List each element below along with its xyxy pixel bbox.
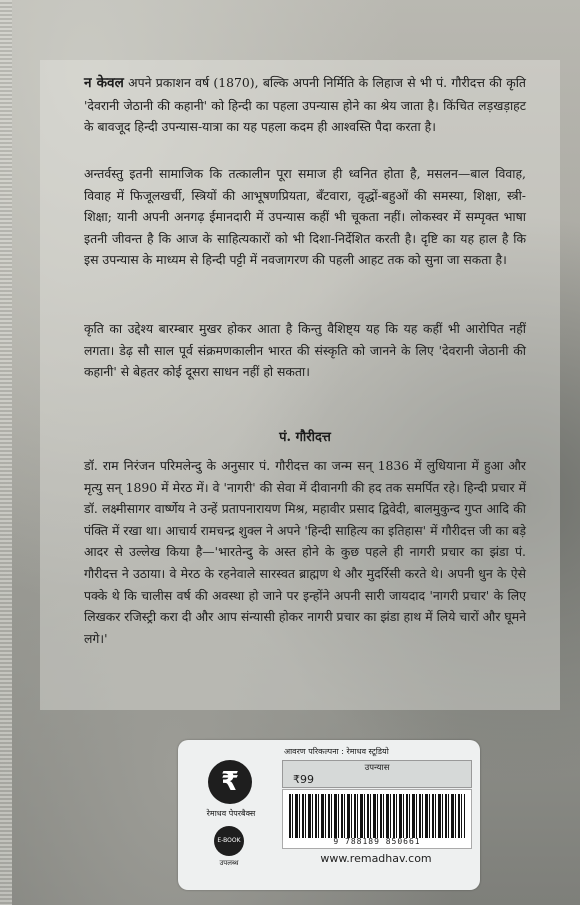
author-bio-text: डॉ. राम निरंजन परिमलेन्दु के अनुसार पं. गौरीदत्त का जन्म सन् 1836 में लुधियाना में हुआ और मृत्यु सन् 1890 में मेरठ में। वे 'नागरी' की सेवा में दीवानगी की हद तक समर्पित रहे। हिन्दी प्रचार में डॉ. लक्ष्मीसागर वार्ष्णेय ने उन्हें प्रतापनारायण मिश्र, महावीर प्रसाद द्विवेदी, बालमुकुन्द गुप्त आदि की पंक्ति में रखा था। आचार्य रामचन्द्र शुक्ल ने अपने 'हिन्दी साहित्य का इतिहास' में गौरीदत्त जी का बड़े आदर से उल्लेख किया है—'भारतेन्दु के अस्त होने के कुछ पहले ही नागरी प्रचार का झंडा पं. गौरीदत्त ने उठाया। वे मेरठ के रहनेवाले सारस्वत ब्राह्मण थे और मुदर्रिसी करते थे। अपनी धुन के ऐसे पक्के थे कि चालीस वर्ष की अवस्था हो जाने पर इन्होंने अपनी सारी जायदाद 'नागरी प्रचार' के लिए लिखकर रजिस्ट्री करा दी और आप संन्यासी होकर नागरी प्रचार का झंडा हाथ में लिये चारों और घूमने लगे।' bbox=[84, 458, 526, 646]
intro-paragraph-1 bbox=[84, 72, 526, 138]
publisher-logo-icon: ₹ bbox=[208, 760, 252, 804]
intro-p2-text: अन्तर्वस्तु इतनी सामाजिक कि तत्कालीन पूरा समाज ही ध्वनित होता है, मसलन—बाल विवाह, विवाह में फिजूलखर्ची, स्त्रियों की आभूषणप्रियता, बँटवारा, वृद्धों-बहुओं की समस्या, शिक्षा, स्त्री-शिक्षा; यानी अपनी अनगढ़ ईमानदारी में उपन्यास कहीं भी चूकता नहीं। लोकस्वर में सम्पृक्त भाषा इतनी जीवन्त है कि आज के साहित्यकारों को भी दिशा-निर्देशित करती है। दृष्टि का यह हाल है कि इस उपन्यास के माध्यम से हिन्दी पट्टी में नवजागरण की पहली आहट तक को सुना जा सकता है। bbox=[84, 166, 526, 268]
publisher-website: www.remadhav.com bbox=[320, 852, 432, 865]
imprint-panel bbox=[178, 740, 480, 890]
intro-paragraph-2 bbox=[84, 163, 526, 271]
ebook-label: उपलब्ध bbox=[219, 859, 239, 867]
cover-credit: आवरण परिकल्पना : रेमाधव स्टूडियो bbox=[284, 747, 389, 756]
isbn-number: 9 788189 850661 bbox=[333, 837, 421, 846]
price-label: ₹99 bbox=[293, 773, 314, 786]
spine-edge bbox=[0, 0, 12, 905]
price-box bbox=[282, 760, 472, 788]
intro-lead: न केवल bbox=[84, 75, 124, 91]
intro-paragraph-3 bbox=[84, 318, 526, 383]
author-bio bbox=[84, 455, 526, 649]
genre-label: उपन्यास bbox=[364, 763, 390, 773]
intro-p3-text: कृति का उद्देश्य बारम्बार मुखर होकर आता है किन्तु वैशिष्ट्य यह कि यह कहीं भी आरोपित नहीं लगता। डेढ़ सौ साल पूर्व संक्रमणकालीन भारत की संस्कृति को जानने के लिए 'देवरानी जेठानी की कहानी' से बेहतर कोई दूसरा साधन नहीं हो सकता। bbox=[84, 321, 526, 380]
barcode-bars bbox=[289, 794, 465, 838]
publisher-name: रेमाधव पेपरबैक्स bbox=[206, 809, 256, 818]
ebook-icon: E-BOOK bbox=[214, 826, 244, 856]
author-heading: पं. गौरीदत्त bbox=[279, 430, 331, 445]
isbn-barcode bbox=[282, 789, 472, 849]
intro-p1-text: अपने प्रकाशन वर्ष (1870), बल्कि अपनी निर्मिति के लिहाज से भी पं. गौरीदत्त की कृति 'देवरानी जेठानी की कहानी' को हिन्दी का पहला उपन्यास होने का श्रेय जाता है। किंचित लड़खड़ाहट के बावजूद हिन्दी उपन्यास-यात्रा का यह पहला कदम ही आश्वस्ति पैदा करता है। bbox=[84, 75, 526, 135]
